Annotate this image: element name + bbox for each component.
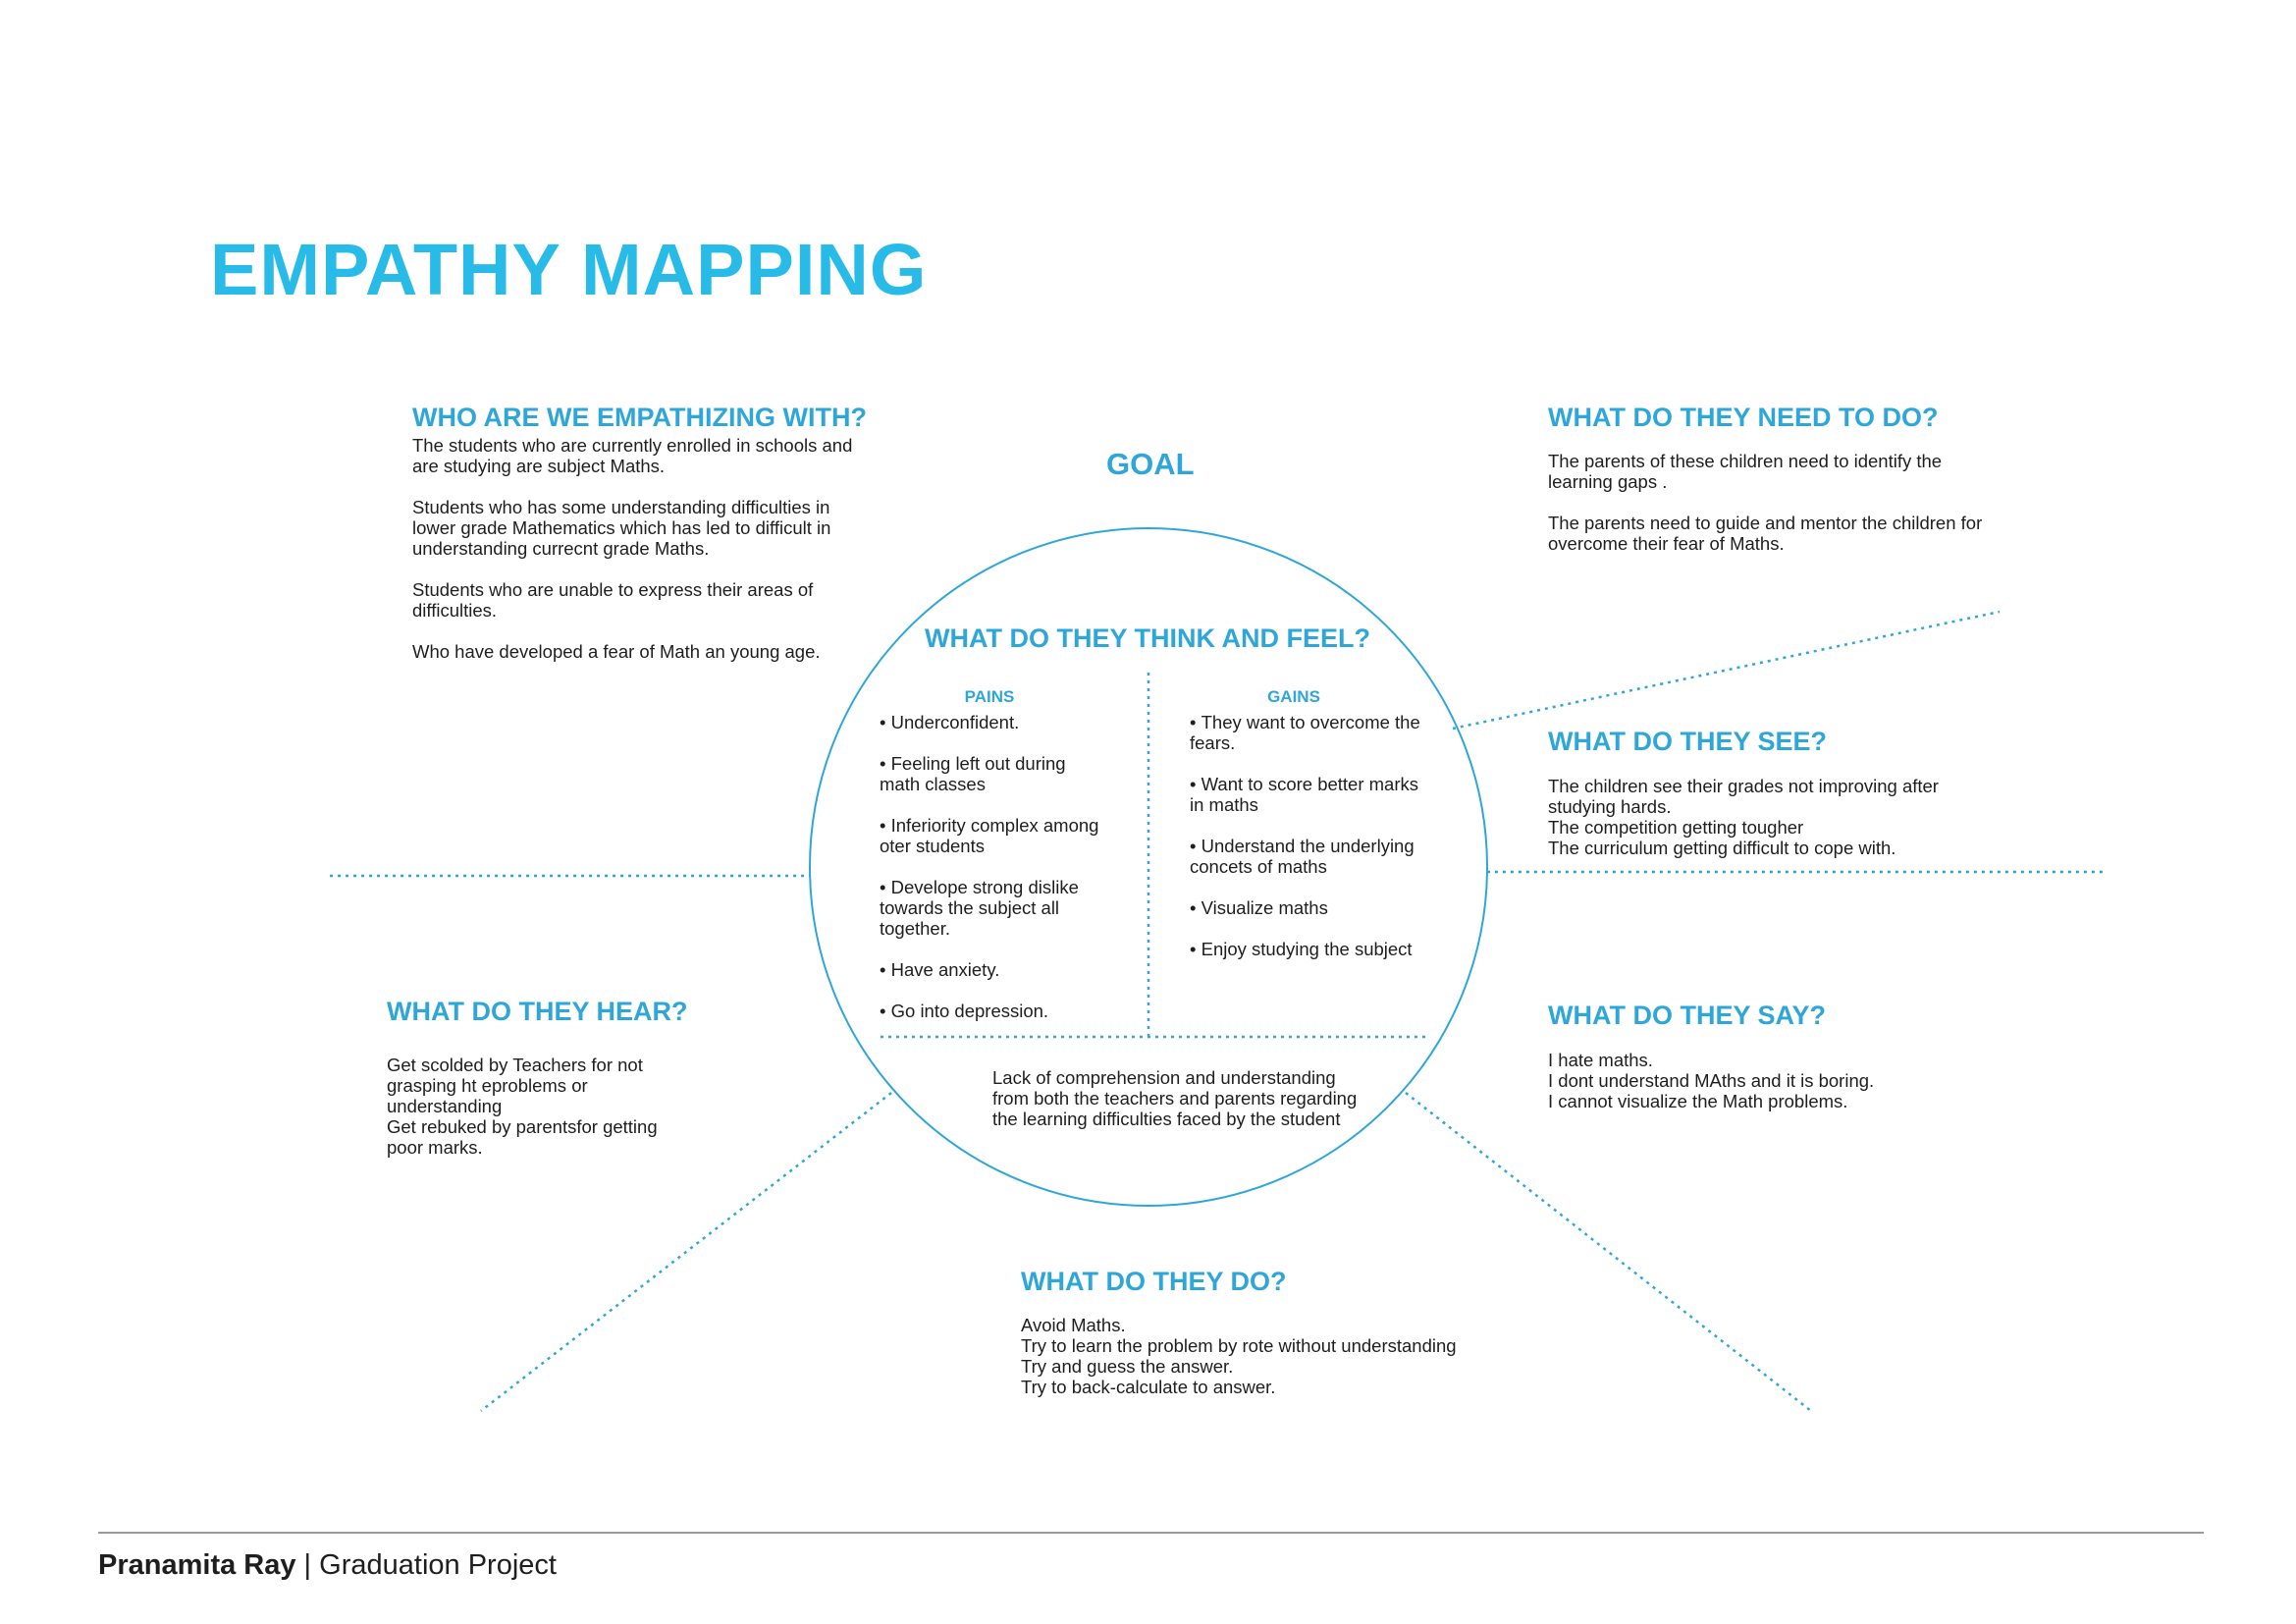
do-line: Try and guess the answer.	[1021, 1356, 1234, 1377]
see-line: studying hards.	[1548, 796, 1672, 817]
need-section	[1548, 451, 2098, 554]
say-line: I cannot visualize the Math problems.	[1548, 1091, 1848, 1111]
list-item: • Feeling left out during math classes	[880, 753, 1145, 794]
pains-label: PAINS	[964, 687, 1015, 706]
hear-heading: WHAT DO THEY HEAR?	[387, 997, 688, 1026]
hear-line: understanding	[387, 1096, 503, 1116]
list-item: • Develope strong dislike towards the subject all together.	[880, 877, 1145, 939]
do-line: Avoid Maths.	[1021, 1315, 1126, 1335]
footer-divider	[98, 1532, 2204, 1534]
who-heading: WHO ARE WE EMPATHIZING WITH?	[412, 403, 867, 432]
say-heading: WHAT DO THEY SAY?	[1548, 1001, 1827, 1030]
need-heading: WHAT DO THEY NEED TO DO?	[1548, 403, 1939, 432]
list-item: • Inferiority complex among oter students	[880, 815, 1145, 856]
think-feel-heading: WHAT DO THEY THINK AND FEEL?	[925, 623, 1370, 653]
gains-label: GAINS	[1267, 687, 1320, 706]
who-paragraph: Students who has some understanding difficulties in lower grade Mathematics which has led to difficult in understanding currecnt grade Maths.	[412, 497, 831, 559]
list-item: • Want to score better marks in maths	[1190, 774, 1455, 815]
see-section	[1548, 776, 2098, 858]
see-line: The curriculum getting difficult to cope with.	[1548, 838, 1896, 858]
need-paragraph: The parents need to guide and mentor the children for overcome their fear of Maths.	[1548, 513, 1983, 554]
hear-section	[387, 1055, 799, 1158]
who-paragraph: The students who are currently enrolled in schools and are studying are subject Maths.	[412, 435, 853, 476]
do-line: Try to learn the problem by rote without understanding	[1021, 1335, 1457, 1356]
need-paragraph: The parents of these children need to identify the learning gaps .	[1548, 451, 1943, 492]
hear-line: poor marks.	[387, 1137, 483, 1158]
who-section	[412, 435, 962, 662]
see-line: The competition getting tougher	[1548, 817, 1804, 838]
do-heading: WHAT DO THEY DO?	[1021, 1267, 1287, 1296]
page-title: EMPATHY MAPPING	[210, 229, 928, 310]
hear-line: Get scolded by Teachers for not	[387, 1055, 643, 1075]
say-section	[1548, 1050, 2098, 1111]
hear-line: grasping ht eproblems or	[387, 1075, 588, 1096]
list-item: • Go into depression.	[880, 1001, 1145, 1021]
see-heading: WHAT DO THEY SEE?	[1548, 727, 1828, 756]
project-label: Graduation Project	[319, 1549, 557, 1581]
divider-top-right	[1453, 612, 2000, 729]
circle-bottom-text: Lack of comprehension and understanding from both the teachers and parents regarding the learning difficulties faced by the student	[992, 1067, 1358, 1129]
do-line: Try to back-calculate to answer.	[1021, 1377, 1276, 1397]
list-item: • Underconfident.	[880, 712, 1145, 732]
footer	[98, 1549, 557, 1582]
see-line: The children see their grades not improving after	[1548, 776, 1939, 796]
author-name: Pranamita Ray	[98, 1549, 296, 1581]
list-item: • Understand the underlying concets of maths	[1190, 836, 1455, 877]
list-item: • They want to overcome the fears.	[1190, 712, 1455, 753]
hear-line: Get rebuked by parentsfor getting	[387, 1116, 658, 1137]
who-paragraph: Who have developed a fear of Math an young age.	[412, 641, 821, 662]
gains-list	[1190, 712, 1455, 980]
footer-separator: |	[295, 1549, 320, 1581]
do-section	[1021, 1315, 1610, 1397]
say-line: I hate maths.	[1548, 1050, 1653, 1070]
say-line: I dont understand MAths and it is boring.	[1548, 1070, 1875, 1091]
list-item: • Have anxiety.	[880, 959, 1145, 980]
who-paragraph: Students who are unable to express their areas of difficulties.	[412, 579, 814, 621]
list-item: • Enjoy studying the subject	[1190, 939, 1455, 959]
goal-heading: GOAL	[1106, 447, 1195, 481]
list-item: • Visualize maths	[1190, 897, 1455, 918]
pains-list	[880, 712, 1145, 1042]
